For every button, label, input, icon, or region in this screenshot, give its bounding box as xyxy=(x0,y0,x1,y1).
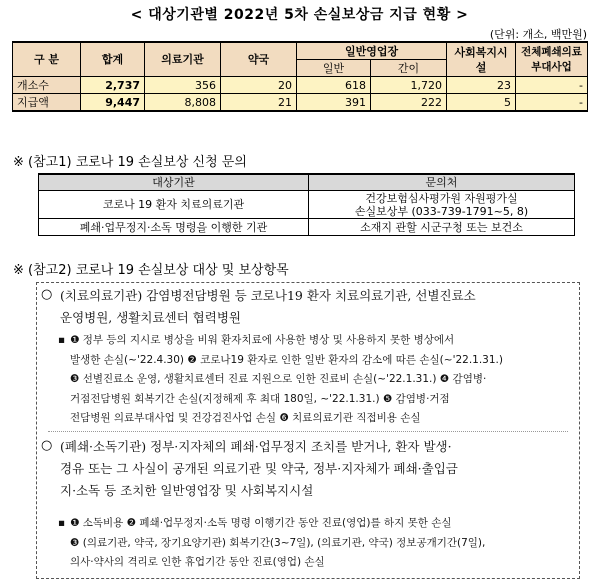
ref1-heading: ※ (참고1) 코로나 19 손실보상 신청 문의 xyxy=(13,155,247,170)
divider xyxy=(48,431,568,432)
table-row xyxy=(13,77,588,94)
circle-bullet: ○ xyxy=(41,287,53,302)
contact-line: 건강보험심사평가원 자원평가실 xyxy=(365,191,518,205)
header-welfare: 사회복지시설 xyxy=(447,42,516,77)
block2-items xyxy=(58,514,566,573)
header-general: 일반 xyxy=(297,60,371,77)
table-row xyxy=(39,219,575,236)
block1-text xyxy=(60,285,566,329)
ref2-heading: ※ (참고2) 코로나 19 손실보상 대상 및 보상항목 xyxy=(13,263,289,278)
block2-line: 지·소독 등 조치한 일반영업장 및 사회복지시설 xyxy=(60,483,314,498)
block1-line: (치료의료기관) 감염병전담병원 등 코로나19 환자 치료의료기관, 선별진료소 xyxy=(60,288,476,303)
block2-item-line: ❶ 소독비용 ❷ 폐쇄·업무정지·소독 명령 이행기간 동안 진료(영업)를 하지 못한 손실 xyxy=(70,517,452,529)
block1-line: 운영병원, 생활치료센터 협력병원 xyxy=(60,310,241,325)
block2-text xyxy=(60,436,566,502)
contact-header-row xyxy=(39,174,575,191)
cell-welfare: 23 xyxy=(447,77,516,94)
square-bullet-icon: ▪ xyxy=(58,517,66,529)
header-medical: 의료기관 xyxy=(145,42,221,77)
cell-closure: - xyxy=(516,77,588,94)
summary-table xyxy=(12,41,588,112)
cell-welfare: 5 xyxy=(447,94,516,112)
block1-item-line: 전담병원 의료부대사업 및 건강검진사업 손실 ❻ 치료의료기관 직접비용 손실 xyxy=(70,412,421,424)
header-general-business: 일반영업장 xyxy=(297,42,447,60)
cell-medical: 8,808 xyxy=(145,94,221,112)
unit-note: (단위: 개소, 백만원) xyxy=(489,28,587,41)
block2-item-line: ❸ (의료기관, 약국, 장기요양기관) 회복기간(3~7일), (의료기관, 약국) 정보공개기간(7일), xyxy=(70,536,486,549)
cell-closure: - xyxy=(516,94,588,112)
cell-pharmacy: 20 xyxy=(221,77,297,94)
cell-target: 폐쇄·업무정지·소독 명령을 이행한 기관 xyxy=(39,219,309,236)
table-header-row xyxy=(13,42,588,60)
cell-total: 2,737 xyxy=(81,77,145,94)
row-label: 개소수 xyxy=(13,77,81,94)
block2-item-line: 의사·약사의 격리로 인한 휴업기간 동안 진료(영업) 손실 xyxy=(70,556,325,568)
cell-simple: 222 xyxy=(371,94,447,112)
block1-item-line: ❸ 선별진료소 운영, 생활치료센터 진료 지원으로 인한 진료비 손실(~'22.1.31.) ❹ 감염병· xyxy=(70,373,487,385)
square-bullet-icon: ▪ xyxy=(58,334,66,346)
cell-contact xyxy=(309,191,575,219)
cell-contact: 소재지 관할 시군구청 또는 보건소 xyxy=(309,219,575,236)
table-row xyxy=(39,191,575,219)
cell-medical: 356 xyxy=(145,77,221,94)
row-label: 지급액 xyxy=(13,94,81,112)
block1-item-line: ❶ 정부 등의 지시로 병상을 비워 환자치료에 사용한 병상 및 사용하지 못한 병상에서 xyxy=(70,334,455,346)
header-total: 합계 xyxy=(81,42,145,77)
contact-table xyxy=(38,173,575,236)
block2-line: 경유 또는 그 사실이 공개된 의료기관 및 약국, 정부·지자체가 폐쇄·출입금 xyxy=(60,461,458,476)
page-title: < 대상기관별 2022년 5차 손실보상금 지급 현황 > xyxy=(130,7,469,23)
cell-general: 618 xyxy=(297,77,371,94)
cell-simple: 1,720 xyxy=(371,77,447,94)
circle-bullet: ○ xyxy=(41,438,53,453)
block2-line: (폐쇄·소독기관) 정부·지자체의 폐쇄·업무정지 조치를 받거나, 환자 발생· xyxy=(60,439,452,454)
cell-total: 9,447 xyxy=(81,94,145,112)
header-closure: 전체폐쇄의료부대사업 xyxy=(516,42,588,77)
header-simple: 간이 xyxy=(371,60,447,77)
block1-items xyxy=(58,331,566,429)
block1-item-line: 거점전담병원 회복기간 손실(지정해제 후 최대 180일, ~'22.1.31.) ❺ 감염병·거점 xyxy=(70,392,450,405)
block1-item-line: 발생한 손실(~'22.4.30) ❷ 코로나19 환자로 인한 일반 환자의 감소에 따른 손실(~'22.1.31.) xyxy=(70,353,503,366)
header-pharmacy: 약국 xyxy=(221,42,297,77)
cell-general: 391 xyxy=(297,94,371,112)
header-category: 구 분 xyxy=(13,42,81,77)
header-target: 대상기관 xyxy=(39,174,309,191)
header-contact: 문의처 xyxy=(309,174,575,191)
table-row xyxy=(13,94,588,112)
cell-target: 코로나 19 환자 치료의료기관 xyxy=(39,191,309,219)
contact-line: 손실보상부 (033-739-1791~5, 8) xyxy=(354,204,529,218)
cell-pharmacy: 21 xyxy=(221,94,297,112)
